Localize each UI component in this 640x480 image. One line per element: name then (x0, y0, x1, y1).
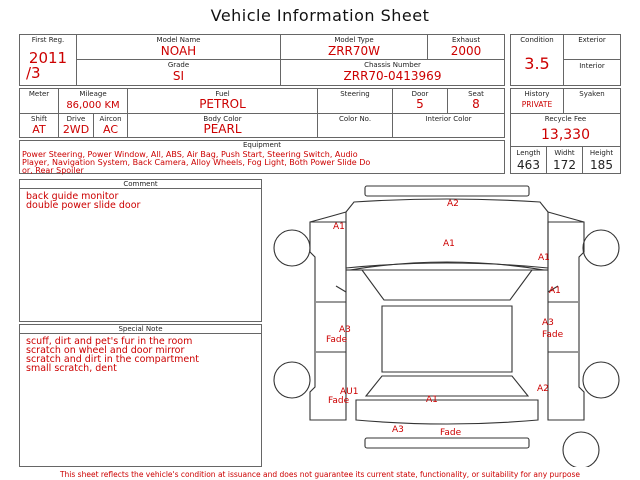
comment-label: Comment (123, 180, 158, 188)
body-color-label: Body Color (203, 115, 242, 123)
interior-color-label: Interior Color (425, 115, 472, 123)
grade-value: SI (172, 69, 185, 83)
chassis-label: Chassis Number (364, 61, 421, 69)
model-name-value: NOAH (160, 44, 197, 58)
door-value: 5 (416, 97, 424, 111)
recycle-value: 13,330 (541, 127, 590, 143)
special-note-line-3: scratch and dirt in the compartment (26, 354, 200, 365)
damage-mark-fade-bottom: Fade (440, 428, 462, 438)
damage-mark-a1-front-left: A1 (333, 222, 345, 232)
body-color-value: PEARL (203, 122, 242, 136)
damage-mark-a1-hood: A1 (443, 239, 455, 249)
aircon-label: Aircon (99, 115, 122, 123)
shift-value: AT (32, 123, 46, 136)
damage-mark-a3-left: A3 (339, 325, 351, 335)
condition-score: 3.5 (524, 54, 550, 73)
seat-value: 8 (472, 97, 480, 111)
damage-mark-a2-right-rear: A2 (537, 384, 549, 394)
history-label: History (524, 90, 550, 98)
equipment-line-1: Power Steering, Power Window, All, ABS, Air Bag, Push Start, Steering Switch, Audio (22, 150, 358, 159)
fuel-value: PETROL (199, 97, 246, 111)
length-value: 463 (517, 158, 540, 172)
condition-label: Condition (520, 36, 554, 44)
damage-mark-a1-rear: A1 (426, 395, 438, 405)
mileage-label: Mileage (79, 90, 107, 98)
exhaust-label: Exhaust (451, 36, 481, 44)
special-note-line-2: scratch on wheel and door mirror (26, 345, 185, 356)
first-reg-label: First Reg. (31, 36, 65, 44)
sheet-title: Vehicle Information Sheet (210, 6, 430, 25)
color-no-label: Color No. (338, 115, 372, 123)
first-reg-year: 2011 (28, 49, 68, 67)
height-value: 185 (590, 158, 613, 172)
comment-line-1: back guide monitor (26, 191, 119, 202)
chassis-value: ZRR70-0413969 (343, 69, 442, 83)
model-type-label: Model Type (334, 36, 374, 44)
exterior-label: Exterior (578, 36, 606, 44)
damage-mark-fade-au1: Fade (328, 396, 350, 406)
comment-line-2: double power slide door (26, 200, 141, 211)
meter-label: Meter (28, 90, 50, 98)
model-name-label: Model Name (156, 36, 201, 44)
equipment-label: Equipment (243, 141, 281, 149)
width-value: 172 (553, 158, 576, 172)
damage-mark-a3-right: A3 (542, 318, 554, 328)
aircon-value: AC (102, 123, 118, 136)
damage-mark-a1-right-side: A1 (549, 286, 561, 296)
special-note-line-4: small scratch, dent (26, 363, 117, 374)
mileage-value: 86,000 KM (66, 100, 120, 111)
fuel-label: Fuel (215, 90, 230, 98)
equipment-line-3: or, Rear Spoiler (22, 166, 84, 175)
damage-mark-fade-right: Fade (542, 330, 564, 340)
syaken-label: Syaken (579, 90, 605, 98)
damage-mark-au1-left: AU1 (340, 387, 359, 397)
height-label: Height (589, 149, 614, 157)
width-label: Widht (554, 149, 575, 157)
exhaust-value: 2000 (450, 44, 482, 58)
special-note-label: Special Note (118, 325, 163, 333)
model-type-value: ZRR70W (327, 44, 381, 58)
drive-value: 2WD (62, 123, 90, 136)
vehicle-damage-diagram (270, 182, 620, 467)
equipment-line-2: Player, Navigation System, Back Camera, Alloy Wheels, Fog Light, Both Power Slide Do (22, 158, 371, 167)
length-label: Length (516, 149, 541, 157)
steering-label: Steering (340, 90, 370, 98)
damage-mark-fade-left: Fade (326, 335, 348, 345)
damage-mark-a2-front: A2 (447, 199, 459, 209)
shift-label: Shift (31, 115, 47, 123)
seat-label: Seat (468, 90, 484, 98)
grade-label: Grade (167, 61, 190, 69)
first-reg-month: /3 (26, 64, 41, 82)
special-note-line-1: scuff, dirt and pet's fur in the room (26, 336, 193, 347)
interior-label: Interior (579, 62, 605, 70)
door-label: Door (411, 90, 429, 98)
drive-label: Drive (66, 115, 86, 123)
history-value: PRIVATE (521, 100, 553, 109)
damage-mark-a1-right-fender: A1 (538, 253, 550, 263)
recycle-label: Recycle Fee (544, 115, 587, 123)
damage-mark-a3-bottom: A3 (392, 425, 404, 435)
disclaimer-footer: This sheet reflects the vehicle's condition at issuance and does not guarantee its current state, functionality, or suitability for any purpose (59, 470, 581, 479)
